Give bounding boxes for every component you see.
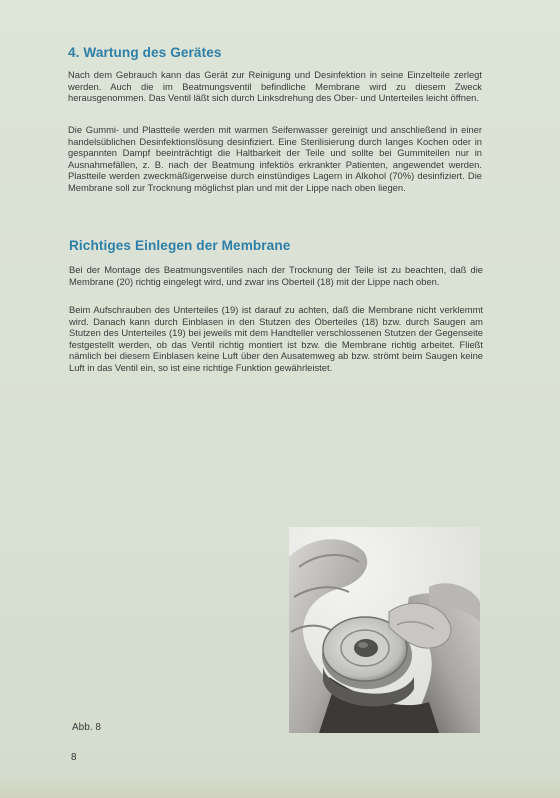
paragraph: Nach dem Gebrauch kann das Gerät zur Reinigung und Desinfektion in seine Einzelteile zerlegt werden. Auch die im Beatmungsventil befindliche Membrane wird zu diesem Zweck herausgenommen. Das Ventil läßt sich durch Linksdrehung des Ober- und Unterteiles leicht öffnen. xyxy=(68,69,482,104)
paragraph: Beim Aufschrauben des Unterteiles (19) ist darauf zu achten, daß die Membrane nicht verklemmt wird. Danach kann durch Einblasen in den Stutzen des Oberteiles (18) bzw. durch Saugen am Stutzen des Unterteiles (19) bei jeweils mit dem Handteller verschlossenen Stutzen der Gegenseite festgestellt werden, ob das Ventil richtig montiert ist bzw. die Membrane richtig arbeitet. Fließt nämlich bei diesem Einblasen keine Luft über den Ausatemweg ab bzw. strömt beim Saugen keine Luft in das Ventil ein, so ist eine richtige Funktion gewährleistet. xyxy=(69,304,483,373)
paragraph: Die Gummi- und Plastteile werden mit warmen Seifenwasser gereinigt und anschließend in einer handelsüblichen Desinfektionslösung desinfiziert. Eine Sterilisierung durch langes Kochen oder in gespannten Dampf beeinträchtigt die Haltbarkeit der Teile und sollte bei Gummiteilen nur in Ausnahmefällen, z. B. nach der Beatmung infektiös erkrankter Patienten, angewendet werden. Plastteile werden zweckmäßigerweise durch einstündiges Lagern in Alkohol (70%) desinfiziert. Die Membrane soll zur Trocknung möglichst plan und mit der Lippe nach oben liegen. xyxy=(68,124,482,193)
figure-caption: Abb. 8 xyxy=(72,722,101,733)
section-heading-membrane: Richtiges Einlegen der Membrane xyxy=(69,238,291,253)
page-number: 8 xyxy=(71,752,77,763)
section-heading-maintenance: 4. Wartung des Gerätes xyxy=(68,45,222,60)
hands-assembling-valve-illustration xyxy=(289,527,480,733)
paragraph: Bei der Montage des Beatmungsventiles nach der Trocknung der Teile ist zu beachten, daß die Membrane (20) richtig eingelegt wird, und zwar ins Oberteil (18) mit der Lippe nach oben. xyxy=(69,264,483,287)
figure-photo xyxy=(289,527,480,733)
